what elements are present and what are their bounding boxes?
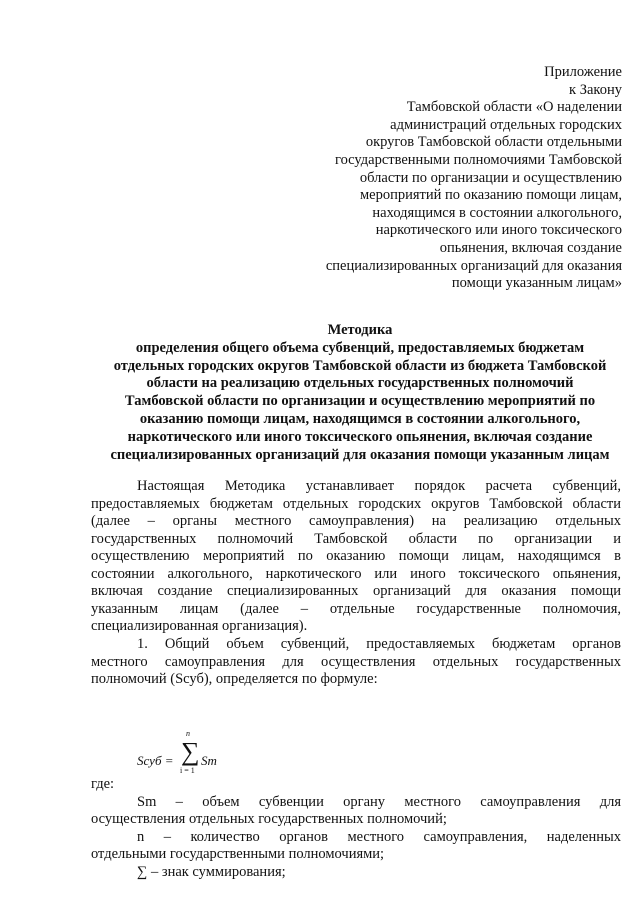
title-line: оказанию помощи лицам, находящимся в состоянии алкогольного, [139,410,581,427]
appendix-line: наркотического или иного токсического [375,222,622,239]
paragraph-line: местного самоуправления для осуществления отдельных государственных [91,653,621,670]
appendix-header [292,64,622,293]
paragraph-line: предоставляемых бюджетам отдельных городских округов Тамбовской области [91,495,621,512]
appendix-line: к Закону [569,81,622,98]
sigma-symbol: ∑ [181,737,200,766]
appendix-line: мероприятий по оказанию помощи лицам, [359,187,622,204]
title-heading: Методика [327,322,393,338]
appendix-line: администраций отдельных городских [390,116,622,133]
title-line: Тамбовской области по организации и осуществлению мероприятий по [124,393,596,410]
formula-rhs: Sm [201,753,217,768]
paragraph-line: Настоящая Методика устанавливает порядок расчета субвенций, [137,478,621,494]
paragraph-line: специализированная организация). [91,618,308,634]
title-line: специализированных организаций для оказания помощи указанным лицам [110,446,610,463]
definitions-block [91,776,621,881]
paragraph-line: государственных полномочий Тамбовской области по организации и [91,530,621,547]
definition-line: отдельными государственными полномочиями; [91,846,385,862]
title-line: определения общего объема субвенций, предоставляемых бюджетам [135,339,585,356]
paragraph-line: 1. Общий объем субвенций, предоставляемых бюджетам органов [137,636,621,652]
appendix-line: Тамбовской области «О наделении [406,99,622,116]
appendix-line: округов Тамбовской области отдельными [365,134,622,151]
title-line: области на реализацию отдельных государственных полномочий [146,375,574,392]
definition-line: ∑ – знак суммирования; [137,863,286,880]
formula-upper-limit: n [186,729,190,738]
appendix-line: помощи указанным лицам» [451,275,622,292]
formula-lhs: Sсуб = [137,753,174,768]
title-line: наркотического или иного токсического опьянения, включая создание [127,428,593,445]
appendix-line: специализированных организаций для оказания [325,257,622,274]
appendix-line: государственными полномочиями Тамбовской [334,151,622,168]
appendix-line: Приложение [544,64,622,80]
paragraph-line: (далее – органы местного самоуправления) на реализацию отдельных [91,513,621,529]
paragraph-line: состоянии алкогольного, наркотического или иного токсического опьянения, [91,565,621,582]
methodology-title [90,322,630,464]
definition-line: Sm – объем субвенции органу местного самоуправления для [137,793,621,810]
formula-lower-limit: i = 1 [180,766,195,775]
paragraph-line: осуществлению мероприятий по оказанию помощи лицам, находящимся в [91,548,621,564]
appendix-line: области по организации и осуществлению [359,169,622,186]
where-label: где: [91,776,115,792]
appendix-line: опьянения, включая создание [439,239,622,256]
definition-line: осуществления отдельных государственных полномочий; [91,811,447,827]
paragraph-line: полномочий (Sсуб), определяется по формуле: [91,671,378,687]
point-1-paragraph [91,636,621,689]
definition-line: n – количество органов местного самоуправления, наделенных [137,828,621,845]
paragraph-line: включая создание специализированных организаций для оказания помощи [91,583,621,599]
title-line: отдельных городских округов Тамбовской области из бюджета Тамбовской [113,357,607,374]
intro-paragraph [91,478,621,636]
appendix-line: находящимся в состоянии алкогольного, [372,204,622,221]
paragraph-line: указанным лицам (далее – отдельные государственные полномочия, [91,600,621,617]
